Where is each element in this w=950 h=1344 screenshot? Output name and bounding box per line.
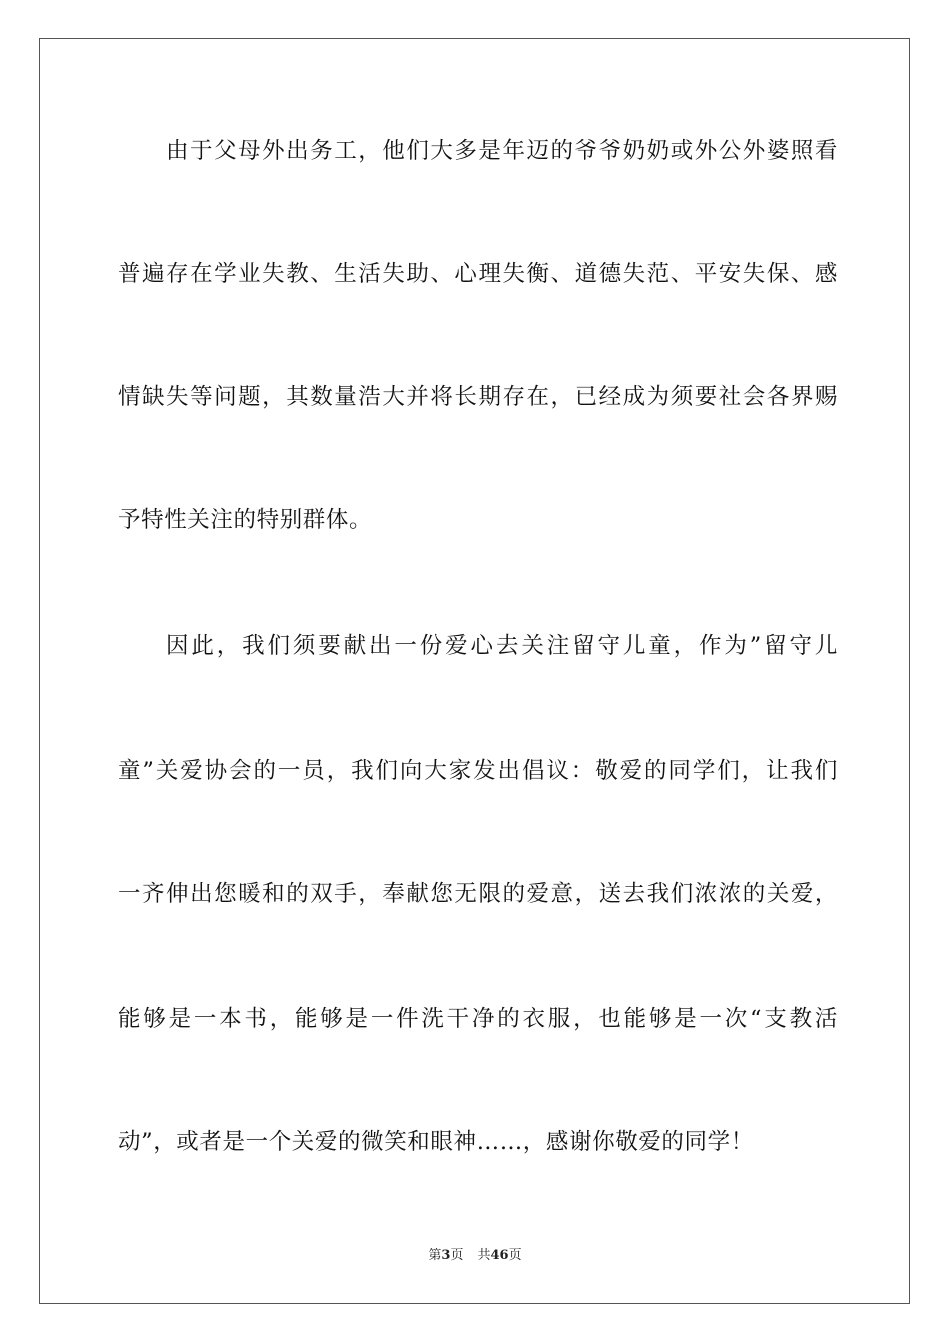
- footer-page-prefix: 第: [428, 1248, 442, 1263]
- footer-page-suffix: 页: [450, 1248, 464, 1263]
- page-border: [39, 38, 910, 1304]
- footer-total-prefix: 共: [477, 1248, 491, 1263]
- footer-total-suffix: 页: [508, 1248, 522, 1263]
- paragraph-2-line-2: 童”关爱协会的一员，我们向大家发出倡议：敬爱的同学们，让我们: [118, 758, 838, 784]
- paragraph-2-line-1: 因此，我们须要献出一份爱心去关注留守儿童，作为”留守儿: [166, 633, 838, 659]
- paragraph-2-line-5: 动”，或者是一个关爱的微笑和眼神……，感谢你敬爱的同学！: [118, 1129, 754, 1155]
- paragraph-2-line-4: 能够是一本书，能够是一件洗干净的衣服，也能够是一次“支教活: [118, 1006, 838, 1032]
- paragraph-2-line-3: 一齐伸出您暖和的双手，奉献您无限的爱意，送去我们浓浓的关爱，: [118, 881, 838, 907]
- paragraph-1-line-1: 由于父母外出务工，他们大多是年迈的爷爷奶奶或外公外婆照看: [166, 138, 838, 164]
- footer-total-pages: 46: [490, 1248, 509, 1263]
- footer-page-number: 3: [441, 1248, 451, 1263]
- paragraph-1-line-3: 情缺失等问题，其数量浩大并将长期存在，已经成为须要社会各界赐: [118, 384, 838, 410]
- paragraph-1-line-4: 予特性关注的特别群体。: [118, 507, 373, 533]
- paragraph-1-line-2: 普遍存在学业失教、生活失助、心理失衡、道德失范、平安失保、感: [118, 261, 838, 287]
- page-footer: [0, 1247, 950, 1265]
